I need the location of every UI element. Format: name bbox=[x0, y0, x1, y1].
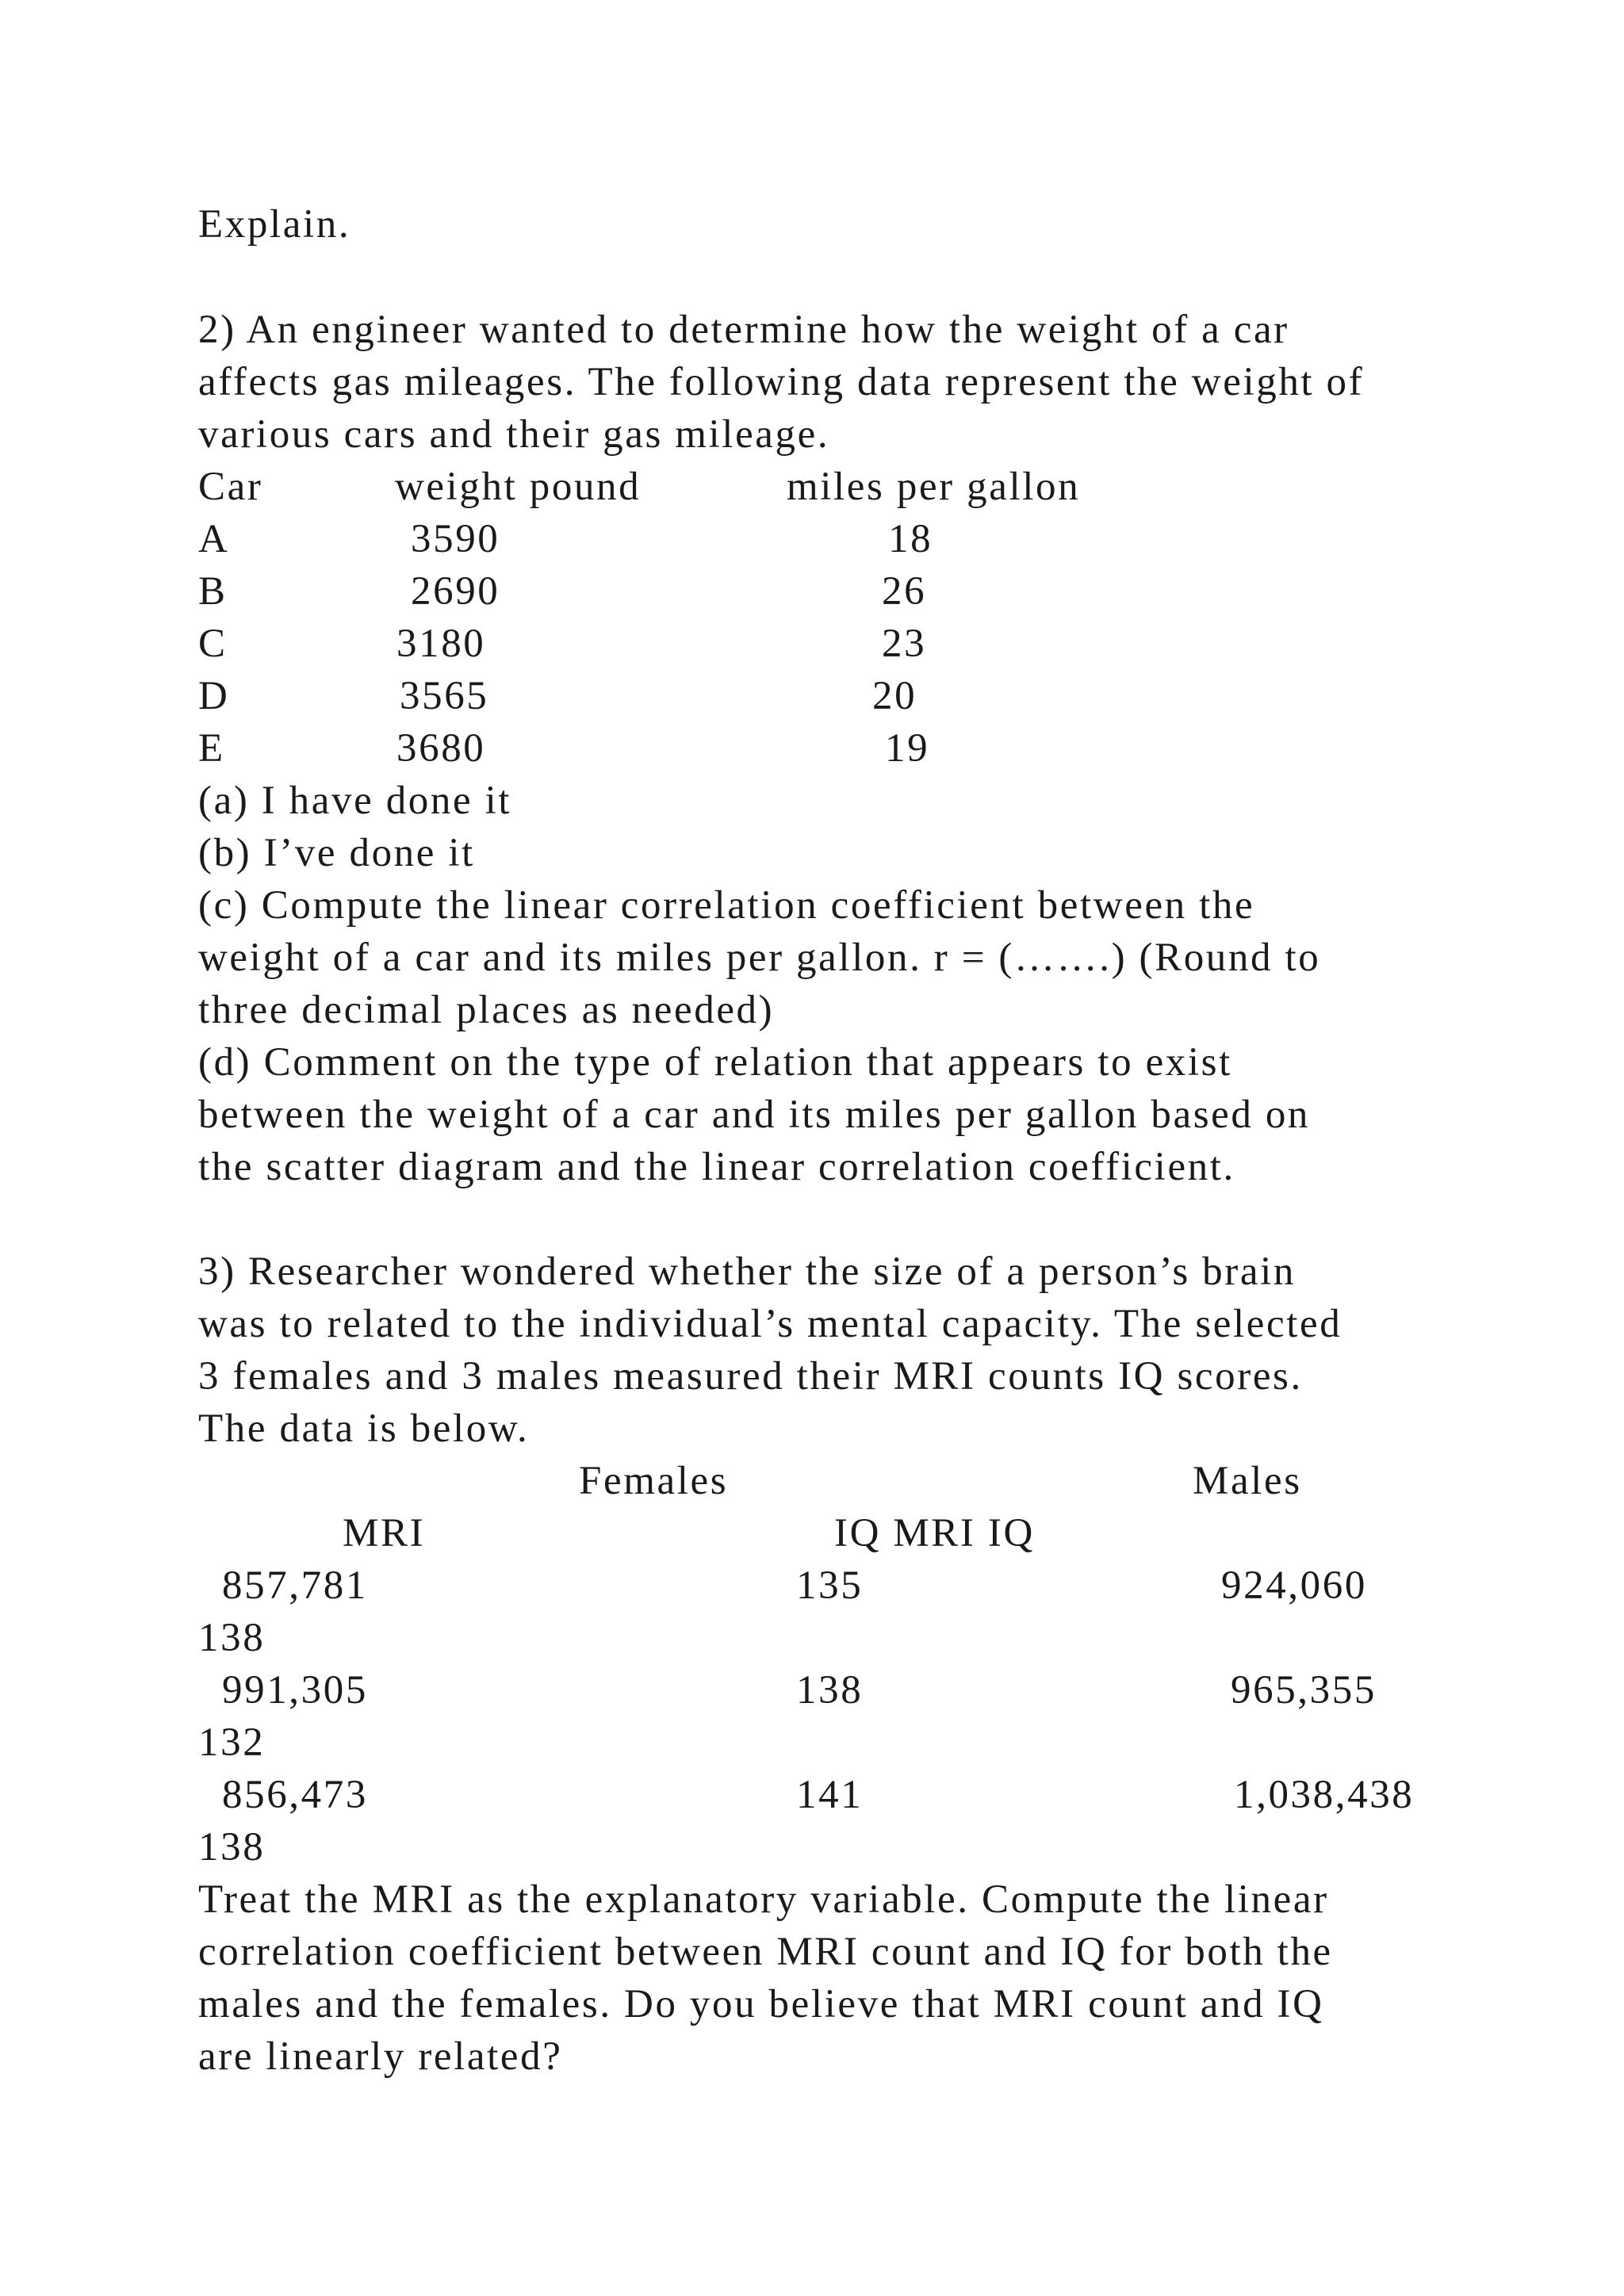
car-row-d-weight: 3565 bbox=[400, 674, 489, 718]
mri-header-females: Females bbox=[579, 1459, 729, 1503]
q2-line-2: affects gas mileages. The following data represent the weight of bbox=[198, 360, 1365, 404]
mri-row-3-male-mri: 1,038,438 bbox=[1234, 1773, 1415, 1817]
mri-row-1-male-mri: 924,060 bbox=[1221, 1563, 1367, 1608]
mri-col-mri: MRI bbox=[343, 1511, 426, 1556]
explain-text: Explain. bbox=[198, 202, 351, 247]
car-row-e-mpg: 19 bbox=[885, 726, 930, 771]
mri-row-2-male-iq: 132 bbox=[198, 1720, 266, 1765]
q2-part-d-line-2: between the weight of a car and its miles per gallon based on bbox=[198, 1093, 1311, 1137]
mri-col-iq-mri-iq: IQ MRI IQ bbox=[834, 1511, 1035, 1556]
car-row-c-mpg: 23 bbox=[882, 622, 927, 666]
q3-line-1: 3) Researcher wondered whether the size of a person’s brain bbox=[198, 1249, 1296, 1294]
q2-part-d-line-1: (d) Comment on the type of relation that appears to exist bbox=[198, 1040, 1232, 1085]
car-row-e-weight: 3680 bbox=[396, 726, 486, 771]
car-row-a-car: A bbox=[198, 517, 230, 561]
mri-row-3-female-iq: 141 bbox=[796, 1773, 864, 1817]
mri-header-males: Males bbox=[1193, 1459, 1302, 1503]
q2-part-a: (a) I have done it bbox=[198, 779, 512, 823]
car-table-header-mpg: miles per gallon bbox=[787, 465, 1081, 509]
q3-line-2: was to related to the individual’s mental capacity. The selected bbox=[198, 1302, 1342, 1346]
q2-part-c-line-3: three decimal places as needed) bbox=[198, 988, 775, 1032]
mri-row-3-male-iq: 138 bbox=[198, 1825, 266, 1869]
car-row-c-weight: 3180 bbox=[396, 622, 486, 666]
car-row-e-car: E bbox=[198, 726, 225, 771]
car-table-header-car: Car bbox=[198, 465, 263, 509]
mri-row-2-female-mri: 991,305 bbox=[222, 1668, 368, 1712]
car-table-header-weight: weight pound bbox=[395, 465, 642, 509]
q2-line-3: various cars and their gas mileage. bbox=[198, 412, 830, 457]
mri-row-3-female-mri: 856,473 bbox=[222, 1773, 368, 1817]
q3-line-3: 3 females and 3 males measured their MRI counts IQ scores. bbox=[198, 1354, 1303, 1399]
q2-line-1: 2) An engineer wanted to determine how the weight of a car bbox=[198, 308, 1289, 352]
mri-row-1-male-iq: 138 bbox=[198, 1616, 266, 1660]
mri-row-1-female-iq: 135 bbox=[796, 1563, 864, 1608]
q2-part-c-line-1: (c) Compute the linear correlation coefficient between the bbox=[198, 883, 1255, 928]
car-row-b-car: B bbox=[198, 569, 228, 614]
q3-closing-line-2: correlation coefficient between MRI count and IQ for both the bbox=[198, 1930, 1333, 1974]
car-row-a-mpg: 18 bbox=[888, 517, 933, 561]
q2-part-d-line-3: the scatter diagram and the linear correlation coefficient. bbox=[198, 1145, 1235, 1189]
car-row-d-car: D bbox=[198, 674, 230, 718]
q3-closing-line-3: males and the females. Do you believe that MRI count and IQ bbox=[198, 1982, 1324, 2026]
q3-closing-line-1: Treat the MRI as the explanatory variable. Compute the linear bbox=[198, 1877, 1329, 1922]
mri-row-2-female-iq: 138 bbox=[796, 1668, 864, 1712]
car-row-a-weight: 3590 bbox=[411, 517, 500, 561]
mri-row-2-male-mri: 965,355 bbox=[1231, 1668, 1377, 1712]
car-row-c-car: C bbox=[198, 622, 228, 666]
mri-row-1-female-mri: 857,781 bbox=[222, 1563, 368, 1608]
q3-line-4: The data is below. bbox=[198, 1406, 530, 1451]
car-row-b-weight: 2690 bbox=[411, 569, 500, 614]
car-row-b-mpg: 26 bbox=[882, 569, 927, 614]
car-row-d-mpg: 20 bbox=[872, 674, 917, 718]
q2-part-b: (b) I’ve done it bbox=[198, 831, 475, 875]
q3-closing-line-4: are linearly related? bbox=[198, 2034, 563, 2079]
q2-part-c-line-2: weight of a car and its miles per gallon. r = (…….) (Round to bbox=[198, 936, 1321, 980]
